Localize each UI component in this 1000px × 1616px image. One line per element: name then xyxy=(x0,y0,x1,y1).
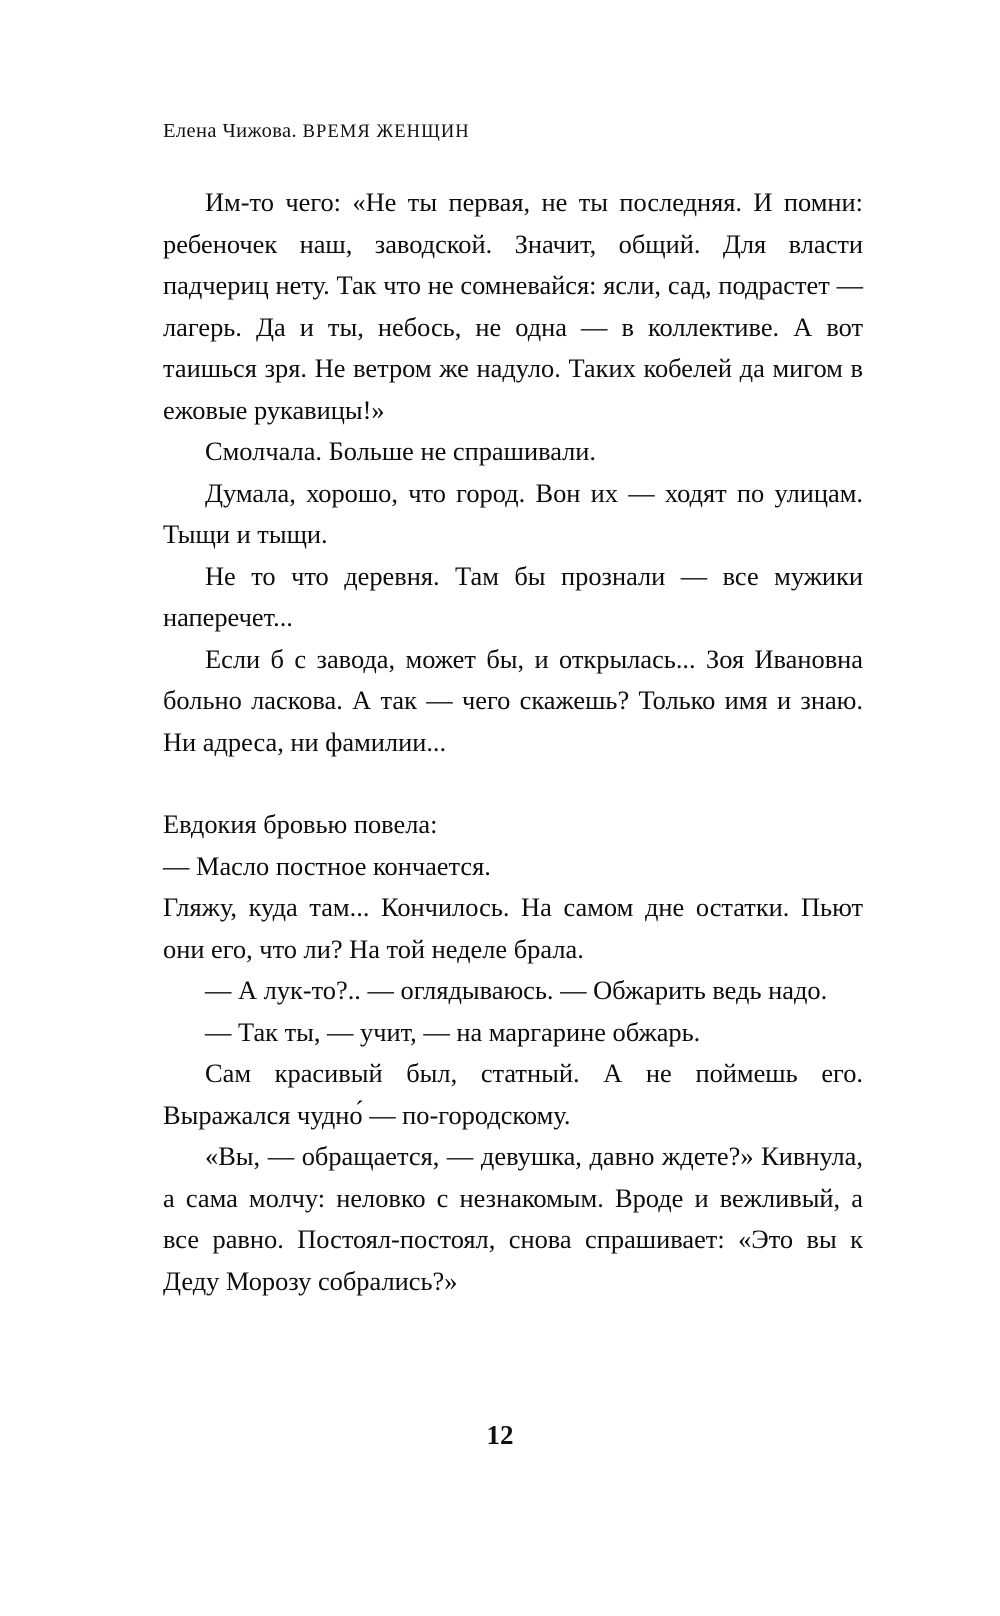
paragraph: — Так ты, — учит, — на маргарине обжарь. xyxy=(205,1016,701,1047)
paragraph-break xyxy=(163,763,863,804)
page-number: 12 xyxy=(486,1420,514,1450)
paragraph: Им-то чего: «Не ты первая, не ты последняя. И помни: ребеночек наш, заводской. Значит, общий. Для власти падчериц нету. Так что не сомневайся: ясли, сад, подрастет — лагерь. Да и ты, небось, не одна — в коллективе. А вот таишься зря. Не ветром же надуло. Таких кобелей да мигом в ежовые рукавицы!» xyxy=(163,187,863,425)
body-text xyxy=(163,182,863,1302)
paragraph: Гляжу, куда там... Кончилось. На самом дне остатки. Пьют они его, что ли? На той неделе брала. xyxy=(163,892,863,964)
running-head xyxy=(163,120,863,143)
paragraph: Сам красивый был, статный. А не поймешь его. Выражался чудно́ — по-городскому. xyxy=(163,1058,863,1130)
paragraph: Евдокия бровью повела: xyxy=(163,809,438,839)
running-head-title: ВРЕМЯ ЖЕНЩИН xyxy=(302,122,470,142)
running-head-author: Елена Чижова. xyxy=(163,120,298,142)
paragraph: — Масло постное кончается. xyxy=(163,850,491,881)
paragraph: «Вы, — обращается, — девушка, давно ждете?» Кивнула, а сама молчу: неловко с незнакомым. Вроде и вежливый, а все равно. Постоял-постоял, снова спрашивает: «Это вы к Деду Морозу собрались?» xyxy=(163,1141,863,1296)
paragraph: — А лук-то?.. — оглядываюсь. — Обжарить ведь надо. xyxy=(205,975,828,1005)
paragraph: Смолчала. Больше не спрашивали. xyxy=(205,436,597,466)
paragraph: Если б с завода, может бы, и открылась... Зоя Ивановна больно ласкова. А так — чего скажешь? Только имя и знаю. Ни адреса, ни фамилии... xyxy=(163,643,863,757)
paragraph: Не то что деревня. Там бы прознали — все мужики наперечет... xyxy=(163,560,863,632)
paragraph: Думала, хорошо, что город. Вон их — ходят по улицам. Тыщи и тыщи. xyxy=(163,477,863,549)
